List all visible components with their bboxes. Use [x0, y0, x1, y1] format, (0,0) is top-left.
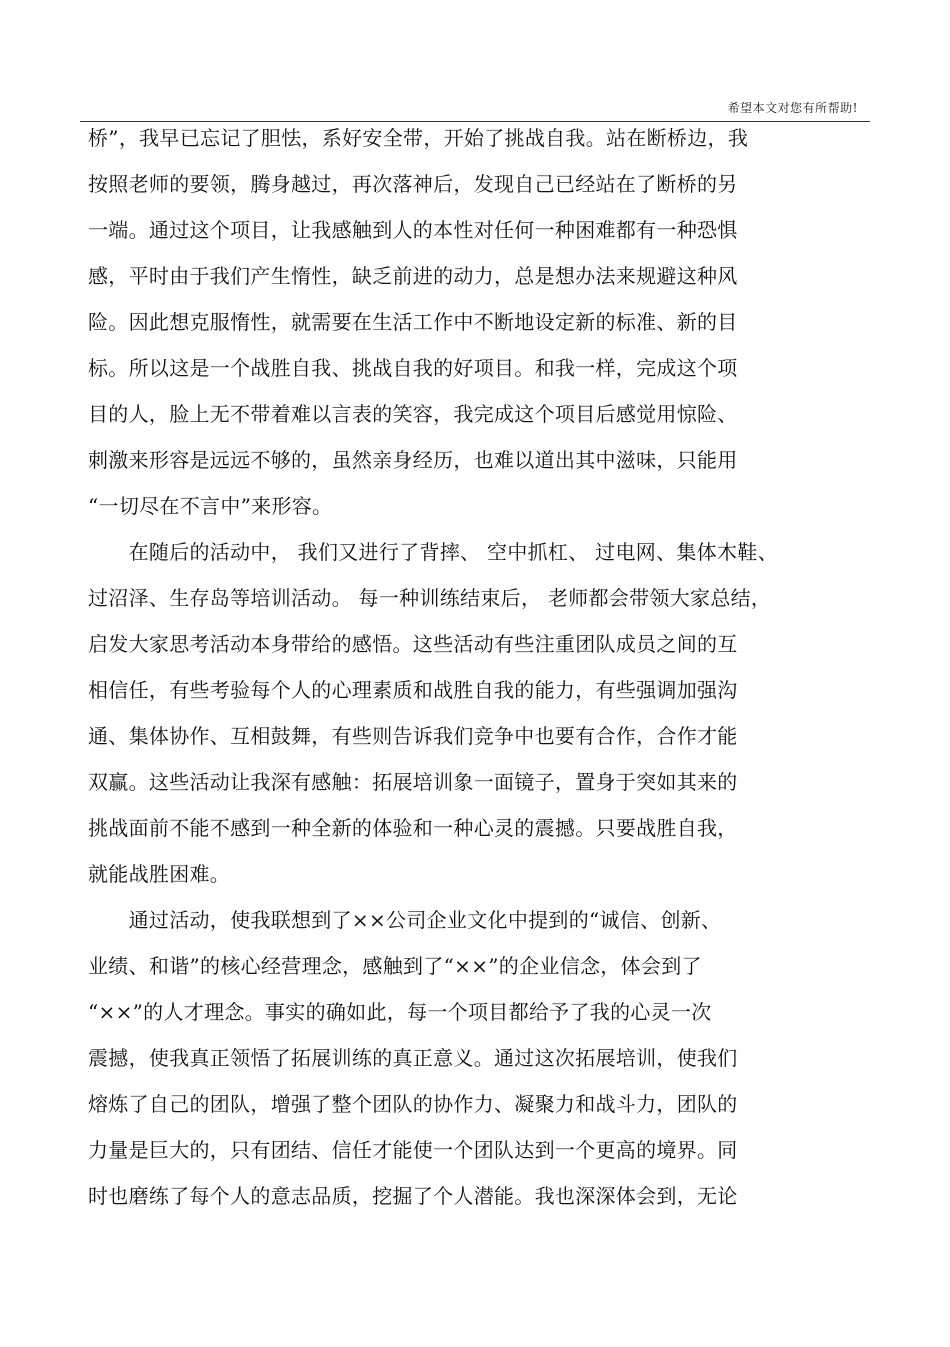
header-note: 希望本文对您有所帮助!: [727, 101, 858, 115]
text-line: 按照老师的要领，腾身越过，再次落神后，发现自己已经站在了断桥的另: [88, 172, 738, 196]
text-line: 目的人，脸上无不带着难以言表的笑容，我完成这个项目后感觉用惊险、: [88, 402, 738, 426]
text-line: “××”的人才理念。事实的确如此，每一个项目都给予了我的心灵一次: [88, 1000, 712, 1024]
text-line: 震撼，使我真正领悟了拓展训练的真正意义。通过这次拓展培训，使我们: [88, 1046, 738, 1070]
text-line: 熔炼了自己的团队，增强了整个团队的协作力、凝聚力和战斗力，团队的: [88, 1092, 738, 1116]
text-line: 感，平时由于我们产生惰性，缺乏前进的动力，总是想办法来规避这种风: [88, 264, 738, 288]
text-line: 在随后的活动中， 我们又进行了背摔、 空中抓杠、 过电网、集体木鞋、: [88, 540, 778, 564]
text-line: 双赢。这些活动让我深有感触：拓展培训象一面镜子，置身于突如其来的: [88, 770, 738, 794]
text-line: 通、集体协作、互相鼓舞，有些则告诉我们竞争中也要有合作，合作才能: [88, 724, 738, 748]
text-line: 标。所以这是一个战胜自我、挑战自我的好项目。和我一样，完成这个项: [88, 356, 738, 380]
text-line: 刺激来形容是远远不够的，虽然亲身经历，也难以道出其中滋味，只能用: [88, 448, 738, 472]
text-line: 就能战胜困难。: [88, 862, 231, 886]
text-line: 相信任，有些考验每个人的心理素质和战胜自我的能力，有些强调加强沟: [88, 678, 738, 702]
text-line: 挑战面前不能不感到一种全新的体验和一种心灵的震撼。只要战胜自我，: [88, 816, 738, 840]
text-line: 过沼泽、生存岛等培训活动。 每一种训练结束后， 老师都会带领大家总结，: [88, 586, 772, 610]
document-body: [88, 120, 868, 1224]
text-line: 险。因此想克服惰性，就需要在生活工作中不断地设定新的标准、新的目: [88, 310, 738, 334]
text-line: “一切尽在不言中”来形容。: [88, 494, 333, 518]
text-line: 一端。通过这个项目，让我感触到人的本性对任何一种困难都有一种恐惧: [88, 218, 738, 242]
text-line: 启发大家思考活动本身带给的感悟。这些活动有些注重团队成员之间的互: [88, 632, 738, 656]
text-line: 力量是巨大的，只有团结、信任才能使一个团队达到一个更高的境界。同: [88, 1138, 738, 1162]
text-line: 时也磨练了每个人的意志品质，挖掘了个人潜能。我也深深体会到，无论: [88, 1184, 738, 1208]
text-line: 业绩、和谐”的核心经营理念，感触到了“××”的企业信念，体会到了: [88, 954, 702, 978]
text-line: 桥”，我早已忘记了胆怯，系好安全带，开始了挑战自我。站在断桥边，我: [88, 126, 749, 150]
text-line: 通过活动，使我联想到了××公司企业文化中提到的“诚信、创新、: [88, 908, 722, 932]
